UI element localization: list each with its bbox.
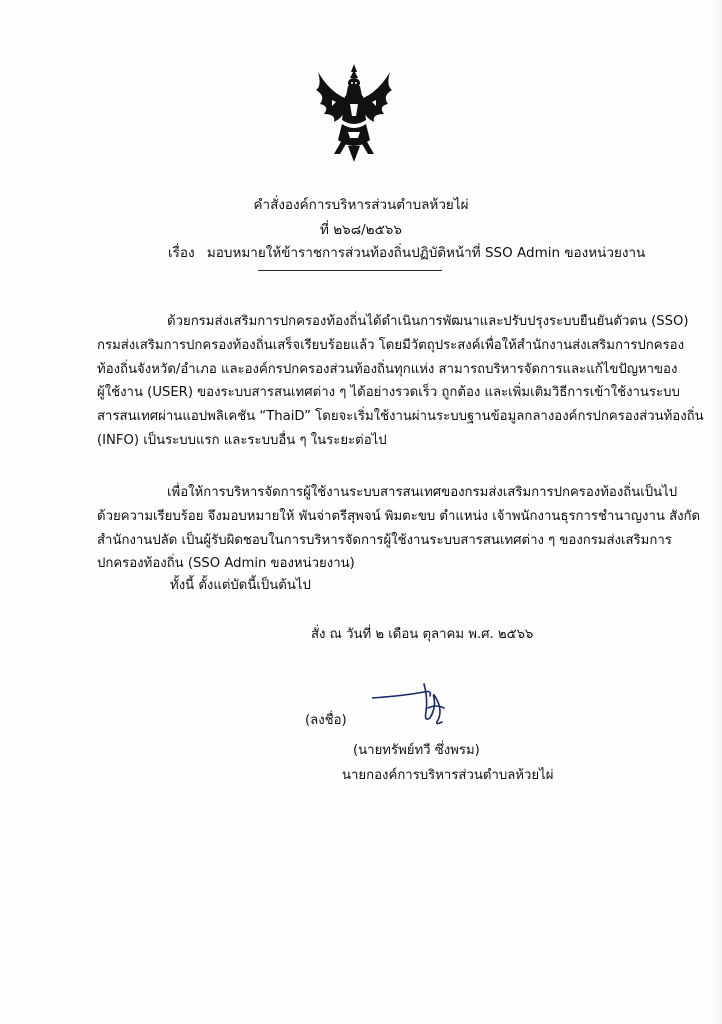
document-title: คำสั่งองค์การบริหารส่วนตำบลห้วยไผ่ <box>253 197 469 213</box>
subject-label: เรื่อง <box>168 245 195 261</box>
handwritten-signature-icon <box>372 678 482 738</box>
subject-text: มอบหมายให้ข้าราชการส่วนท้องถิ่นปฏิบัติหน้าที่ SSO Admin ของหน่วยงาน <box>206 245 646 261</box>
signer-title: นายกองค์การบริหารส่วนตำบลห้วยไผ่ <box>342 768 554 783</box>
paragraph-line: เพื่อให้การบริหารจัดการผู้ใช้งานระบบสารสนเทศของกรมส่งเสริมการปกครองท้องถิ่นเป็นไป <box>167 485 678 500</box>
paragraph-line: ผู้ใช้งาน (USER) ของระบบสารสนเทศต่าง ๆ ได้อย่างรวดเร็ว ถูกต้อง และเพิ่มเติมวิธีการเข้าใช้งานระบบ <box>97 385 680 401</box>
paragraph-line: ด้วยความเรียบร้อย จึงมอบหมายให้ พันจ่าตรีสุพจน์ พิมตะขบ ตำแหน่ง เจ้าพนักงานธุรการชำนาญงาน สังกัด <box>97 508 701 524</box>
order-date: สั่ง ณ วันที่ ๒ เดือน ตุลาคม พ.ศ. ๒๕๖๖ <box>311 627 534 642</box>
body-paragraph-2 <box>97 481 701 576</box>
header-divider <box>258 270 442 271</box>
paragraph-line: ด้วยกรมส่งเสริมการปกครองท้องถิ่นได้ดำเนินการพัฒนาและปรับปรุงระบบยืนยันตัวตน (SSO) <box>167 314 689 329</box>
paragraph-line: สำนักงานปลัด เป็นผู้รับผิดชอบในการบริหารจัดการผู้ใช้งานระบบสารสนเทศต่าง ๆ ของกรมส่งเสริมการ <box>97 532 672 548</box>
order-number: ที่ ๒๖๘/๒๕๖๖ <box>320 222 402 238</box>
paragraph-line: สารสนเทศผ่านแอปพลิเคชัน “ThaiD” โดยจะเริ่มใช้งานผ่านระบบฐานข้อมูลกลางองค์กรปกครองส่วนท้องถิ่น <box>97 409 704 425</box>
paragraph-line: (INFO) เป็นระบบแรก และระบบอื่น ๆ ในระยะต่อไป <box>97 432 387 448</box>
scan-edge-shadow <box>708 0 722 1024</box>
paragraph-line: ท้องถิ่นจังหวัด/อำเภอ และองค์กรปกครองส่วนท้องถิ่นทุกแห่ง สามารถบริหารจัดการและแก้ไขปัญหาของ <box>97 361 678 377</box>
signature-label: (ลงชื่อ) <box>305 713 347 728</box>
closing-statement: ทั้งนี้ ตั้งแต่บัดนี้เป็นต้นไป <box>170 578 311 593</box>
paragraph-line: กรมส่งเสริมการปกครองท้องถิ่นเสร็จเรียบร้อยแล้ว โดยมีวัตถุประสงค์เพื่อให้สำนักงานส่งเสริมการปกครอง <box>97 337 685 353</box>
paragraph-line: ปกครองท้องถิ่น (SSO Admin ของหน่วยงาน) <box>97 556 355 572</box>
garuda-emblem-icon <box>312 62 396 164</box>
subject-line <box>168 241 653 263</box>
body-paragraph-1 <box>97 310 704 453</box>
signer-name: (นายทรัพย์ทวี ซึ่งพรม) <box>353 743 480 758</box>
